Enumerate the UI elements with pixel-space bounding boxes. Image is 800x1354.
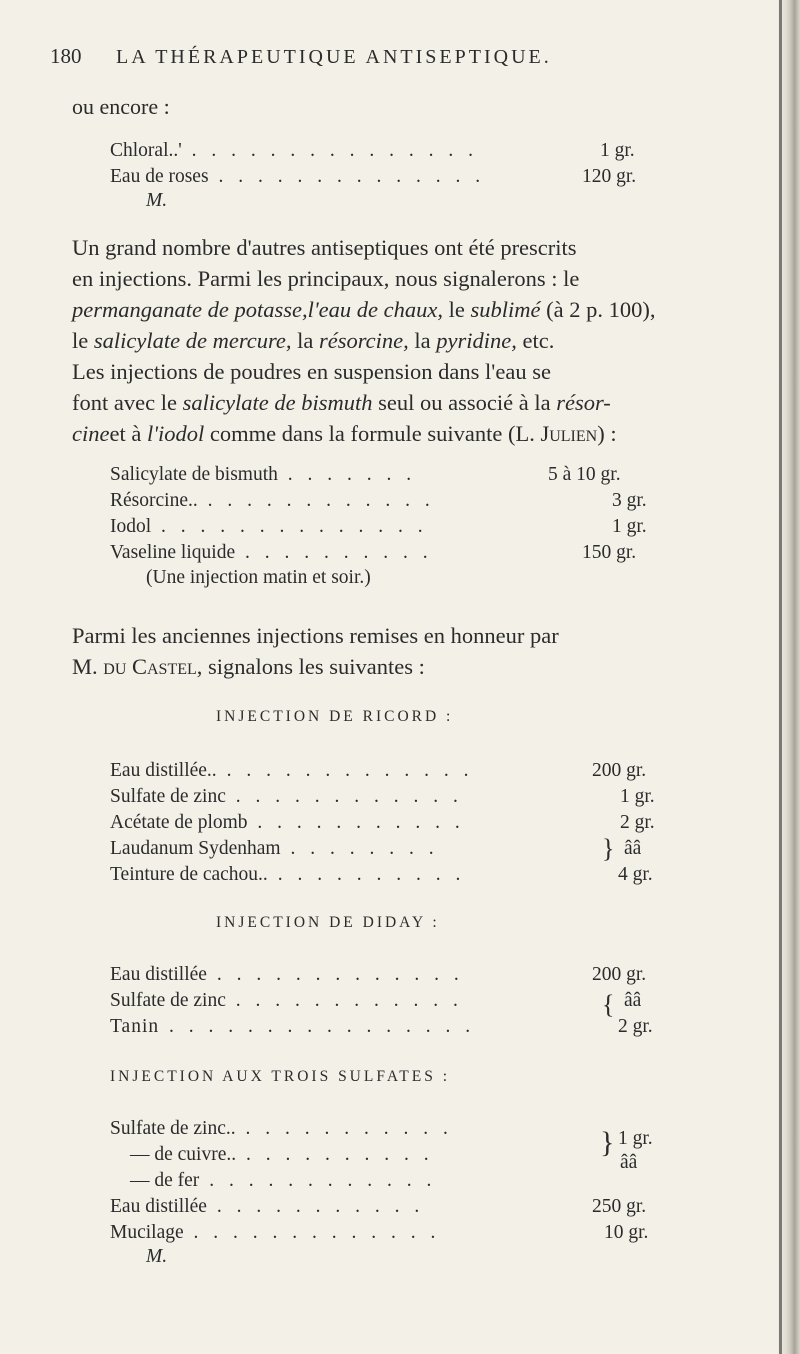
leader-dots: . . . . . . . . . . . (247, 812, 465, 833)
formula1-item-qty: 1 gr. (600, 140, 635, 161)
leader-dots: . . . . . . . . . . . (206, 1196, 425, 1217)
formula2-item-name: Vaseline liquide . . . . . . . . . . (110, 542, 433, 563)
bracket-icon: } (602, 834, 615, 863)
paragraph1-line: font avec le salicylate de bismuth seul ou associé à la résor- (72, 390, 611, 415)
diday-item-name: Tanin . . . . . . . . . . . . . . . . (110, 1016, 476, 1037)
formula2-item-qty: 5 à 10 gr. (548, 464, 621, 485)
leader-dots: . . . . . . . . . . . . . (183, 1222, 441, 1243)
trois-heading: INJECTION AUX TROIS SULFATES : (110, 1068, 451, 1085)
formula2-item-qty: 1 gr. (612, 516, 647, 537)
ricord-item-name: Acétate de plomb . . . . . . . . . . . (110, 812, 465, 833)
ricord-item-name: Laudanum Sydenham . . . . . . . . (110, 838, 439, 859)
bracket-icon: { (602, 990, 615, 1019)
ricord-item-qty: 200 gr. (592, 760, 647, 781)
formula2-item-name: Iodol . . . . . . . . . . . . . . (110, 516, 428, 537)
diday-bracket-qty: 2 gr. (618, 1016, 653, 1037)
leader-dots: . . . . . . . . . . . . . (216, 760, 474, 781)
leader-dots: . . . . . . . . . . . . (197, 490, 435, 511)
ricord-heading: INJECTION DE RICORD : (216, 708, 454, 725)
paragraph2-line: Parmi les anciennes injections remises en honneur par (72, 623, 559, 648)
ricord-bracket-qty: 4 gr. (618, 864, 653, 885)
leader-dots: . . . . . . . . . . . . . . (151, 516, 428, 537)
paragraph1-line: le salicylate de mercure, la résorcine, la pyridine, etc. (72, 328, 555, 353)
formula1-item-name: Eau de roses . . . . . . . . . . . . . . (110, 166, 486, 187)
leader-dots: . . . . . . . (277, 464, 417, 485)
trois-bracket-qty: 1 gr. (618, 1128, 653, 1149)
diday-heading: INJECTION DE DIDAY : (216, 914, 440, 931)
ricord-item-name: Eau distillée.. . . . . . . . . . . . . . (110, 760, 474, 781)
formula1-item-name: Chloral..' . . . . . . . . . . . . . . . (110, 140, 479, 161)
formula1-item-qty: 120 gr. (582, 166, 637, 187)
formula2-item-qty: 150 gr. (582, 542, 637, 563)
leader-dots: . . . . . . . . . . (235, 542, 433, 563)
formula2-item-qty: 3 gr. (612, 490, 647, 511)
trois-item-name: Sulfate de zinc.. . . . . . . . . . . . (110, 1118, 453, 1139)
paragraph1-line: permanganate de potasse,l'eau de chaux, le sublimé (à 2 p. 100), (72, 297, 656, 322)
intro-line: ou encore : (72, 94, 170, 119)
trois-item-qty: 250 gr. (592, 1196, 647, 1217)
bracket-icon: } (600, 1126, 615, 1159)
trois-item-name: Mucilage . . . . . . . . . . . . . (110, 1222, 441, 1243)
trois-footer: M. (146, 1246, 168, 1267)
leader-dots: . . . . . . . . . . . . . . . . (159, 1016, 476, 1037)
running-head: LA THÉRAPEUTIQUE ANTISEPTIQUE. (116, 46, 552, 68)
ricord-item-qty: 1 gr. (620, 786, 655, 807)
diday-item-qty: 200 gr. (592, 964, 647, 985)
diday-item-name: Sulfate de zinc . . . . . . . . . . . . (110, 990, 463, 1011)
leader-dots: . . . . . . . . . . . . (225, 786, 463, 807)
page-edge-line (779, 0, 782, 1354)
leader-dots: . . . . . . . . . . . . . (206, 964, 464, 985)
paragraph2-line: M. du Castel, signalons les suivantes : (72, 654, 425, 679)
formula2-item-name: Résorcine.. . . . . . . . . . . . . (110, 490, 435, 511)
leader-dots: . . . . . . . . . . . . . . . (181, 140, 479, 161)
leader-dots: . . . . . . . . . . . . (199, 1170, 437, 1191)
trois-bracket-aa: ââ (620, 1152, 638, 1173)
page-number: 180 (50, 44, 82, 68)
leader-dots: . . . . . . . . . . (236, 1144, 434, 1165)
ricord-item-name: Teinture de cachou.. . . . . . . . . . . (110, 864, 466, 885)
diday-item-name: Eau distillée . . . . . . . . . . . . . (110, 964, 464, 985)
leader-dots: . . . . . . . . . . . . (225, 990, 463, 1011)
trois-item-qty: 10 gr. (604, 1222, 649, 1243)
ricord-bracket-aa: ââ (624, 838, 642, 859)
paragraph1-line: cineet à l'iodol comme dans la formule suivante (L. Julien) : (72, 421, 617, 446)
paragraph1-line: en injections. Parmi les principaux, nous signalerons : le (72, 266, 580, 291)
leader-dots: . . . . . . . . . . . (235, 1118, 453, 1139)
paragraph1-line: Les injections de poudres en suspension dans l'eau se (72, 359, 551, 384)
leader-dots: . . . . . . . . . . . . . . (208, 166, 486, 187)
trois-item-name: — de cuivre.. . . . . . . . . . . (130, 1144, 434, 1165)
leader-dots: . . . . . . . . . . (267, 864, 466, 885)
ricord-item-name: Sulfate de zinc . . . . . . . . . . . . (110, 786, 463, 807)
ricord-item-qty: 2 gr. (620, 812, 655, 833)
formula2-item-name: Salicylate de bismuth . . . . . . . (110, 464, 417, 485)
trois-item-name: — de fer . . . . . . . . . . . . (130, 1170, 437, 1191)
paragraph1-line: Un grand nombre d'autres antiseptiques ont été prescrits (72, 235, 577, 260)
diday-bracket-aa: ââ (624, 990, 642, 1011)
formula1-footer: M. (146, 190, 168, 211)
trois-item-name: Eau distillée . . . . . . . . . . . (110, 1196, 425, 1217)
formula2-note: (Une injection matin et soir.) (146, 567, 371, 588)
leader-dots: . . . . . . . . (280, 838, 439, 859)
